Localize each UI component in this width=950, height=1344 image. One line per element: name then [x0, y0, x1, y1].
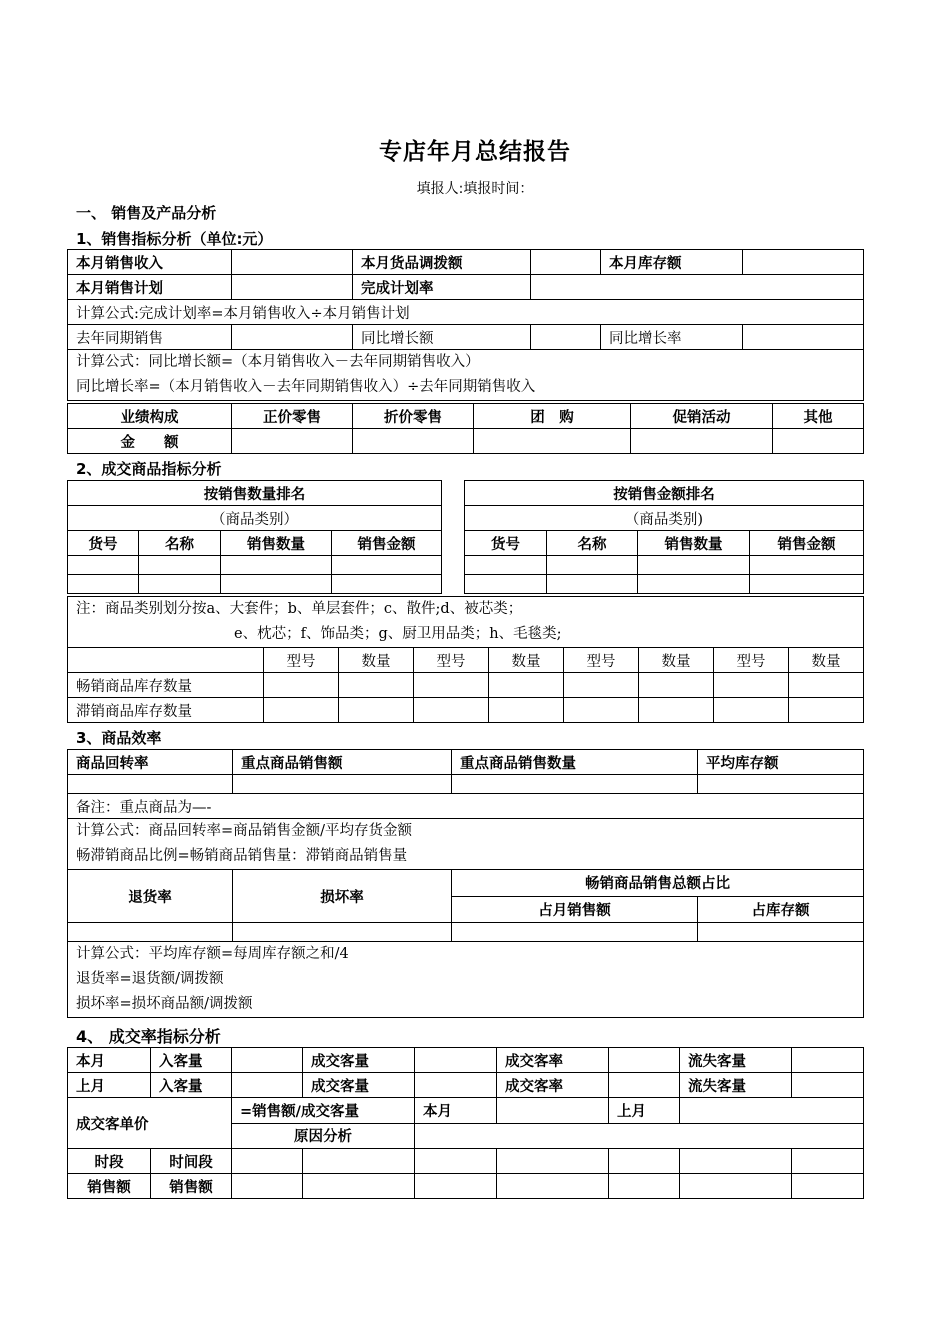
cell-completion-value[interactable] — [531, 275, 864, 300]
cell-stock-value[interactable] — [743, 250, 864, 275]
stock-cell[interactable] — [339, 673, 414, 698]
stock-cell[interactable] — [264, 698, 339, 723]
cell-growth-amount-value[interactable] — [531, 325, 601, 350]
rank-cell[interactable] — [332, 556, 442, 575]
turnover-formula-line2: 畅滞销商品比例=畅销商品销售量：滞销商品销售量 — [76, 848, 408, 864]
cell-growth-amount-label: 同比增长额 — [353, 325, 531, 350]
lost-count-label: 流失客量 — [680, 1048, 792, 1073]
conv-cell[interactable] — [497, 1098, 609, 1124]
formula-growth-rate: 同比增长率=（本月销售收入－去年同期销售收入）÷去年同期销售收入 — [76, 379, 536, 395]
deal-count-label: 成交客量 — [303, 1073, 415, 1098]
col-name: 名称 — [547, 531, 638, 556]
cell-growth-rate-label: 同比增长率 — [601, 325, 743, 350]
rank-cell[interactable] — [68, 556, 139, 575]
inflow-label: 入客量 — [151, 1048, 232, 1073]
perf-amount-cell[interactable] — [232, 429, 353, 454]
stock-cell[interactable] — [339, 698, 414, 723]
rank-cell[interactable] — [547, 575, 638, 594]
efficiency-cell[interactable] — [233, 923, 452, 942]
stock-cell[interactable] — [414, 673, 489, 698]
cell-growth-rate-value[interactable] — [743, 325, 864, 350]
sales-cell[interactable] — [609, 1174, 680, 1199]
deal-count-label: 成交客量 — [303, 1048, 415, 1073]
category-note-line2: e、枕芯；f、饰品类；g、厨卫用品类；h、毛毯类; — [234, 626, 562, 642]
ranking-table — [67, 480, 864, 594]
col-name: 名称 — [139, 531, 221, 556]
return-rate-label: 退货率 — [68, 870, 233, 923]
conv-cell[interactable] — [680, 1098, 864, 1124]
col-model: 型号 — [414, 648, 489, 673]
bestseller-stock-label: 畅销商品库存数量 — [68, 673, 264, 698]
col-qty: 销售数量 — [221, 531, 332, 556]
lost-count-label: 流失客量 — [680, 1073, 792, 1098]
col-turnover: 商品回转率 — [68, 750, 233, 775]
stock-cell[interactable] — [264, 673, 339, 698]
period-cell[interactable] — [497, 1149, 609, 1174]
perf-header-full-price: 正价零售 — [232, 404, 353, 429]
perf-amount-cell[interactable] — [631, 429, 773, 454]
conv-cell[interactable] — [415, 1073, 497, 1098]
rank-cell[interactable] — [139, 556, 221, 575]
stock-cell[interactable] — [714, 673, 789, 698]
reason-analysis-value[interactable] — [415, 1123, 864, 1149]
stock-cell[interactable] — [489, 673, 564, 698]
cell-plan-label: 本月销售计划 — [68, 275, 232, 300]
conversion-table — [67, 1047, 864, 1199]
page-title: 专店年月总结报告 — [379, 139, 571, 165]
share-title: 畅销商品销售总额占比 — [452, 870, 864, 897]
section3-heading: 3、商品效率 — [76, 729, 162, 747]
conv-cell[interactable] — [232, 1048, 303, 1073]
cell-completion-label: 完成计划率 — [353, 275, 531, 300]
col-sku: 货号 — [465, 531, 547, 556]
efficiency-cell[interactable] — [68, 775, 233, 794]
cell-lastyear-label: 去年同期销售 — [68, 325, 232, 350]
col-quantity: 数量 — [339, 648, 414, 673]
perf-header-group: 团 购 — [474, 404, 631, 429]
conv-cell[interactable] — [415, 1048, 497, 1073]
efficiency-cell[interactable] — [452, 923, 698, 942]
inflow-label: 入客量 — [151, 1073, 232, 1098]
sales-metrics-heading: 1、销售指标分析（单位:元） — [76, 230, 273, 248]
stock-cell[interactable] — [789, 673, 864, 698]
efficiency-cell[interactable] — [698, 775, 864, 794]
efficiency-cell[interactable] — [233, 775, 452, 794]
col-model: 型号 — [564, 648, 639, 673]
unit-last-month-label: 上月 — [609, 1098, 680, 1124]
sales-cell[interactable] — [680, 1174, 792, 1199]
share-of-sales: 占月销售额 — [452, 896, 698, 923]
sales-sub-label: 销售额 — [151, 1174, 232, 1199]
sales-cell[interactable] — [303, 1174, 415, 1199]
rank-cell[interactable] — [465, 556, 547, 575]
key-products-remark: 备注：重点商品为—- — [68, 794, 864, 819]
perf-amount-label: 金 额 — [68, 429, 232, 454]
cell-transfer-label: 本月货品调拨额 — [353, 250, 531, 275]
conv-cell[interactable] — [792, 1048, 864, 1073]
col-avg-stock: 平均库存额 — [698, 750, 864, 775]
sales-cell[interactable] — [792, 1174, 864, 1199]
stock-cell[interactable] — [714, 698, 789, 723]
col-quantity: 数量 — [789, 648, 864, 673]
rank-cell[interactable] — [465, 575, 547, 594]
col-qty: 销售数量 — [638, 531, 750, 556]
rank-cell[interactable] — [750, 556, 864, 575]
col-model: 型号 — [264, 648, 339, 673]
rank-cell[interactable] — [221, 575, 332, 594]
deal-rate-label: 成交客率 — [497, 1073, 609, 1098]
reporter-line: 填报人:填报时间： — [416, 181, 534, 197]
efficiency-cell[interactable] — [68, 923, 233, 942]
efficiency-cell[interactable] — [452, 775, 698, 794]
rank-by-qty-title: 按销售数量排名 — [68, 481, 442, 506]
section2-heading: 2、成交商品指标分析 — [76, 460, 222, 478]
efficiency-cell[interactable] — [698, 923, 864, 942]
formula-growth-amount: 计算公式：同比增长额=（本月销售收入－去年同期销售收入） — [76, 354, 480, 370]
col-quantity: 数量 — [489, 648, 564, 673]
rank-cell[interactable] — [638, 556, 750, 575]
efficiency-table — [67, 749, 864, 1018]
cell-transfer-value[interactable] — [531, 250, 601, 275]
col-amount: 销售金额 — [750, 531, 864, 556]
sales-cell[interactable] — [497, 1174, 609, 1199]
period-cell[interactable] — [609, 1149, 680, 1174]
turnover-formula — [68, 819, 864, 870]
col-key-qty: 重点商品销售数量 — [452, 750, 698, 775]
period-sub-label: 时间段 — [151, 1149, 232, 1174]
period-label: 时段 — [68, 1149, 151, 1174]
sales-metrics-table — [67, 249, 864, 401]
rank-cell[interactable] — [221, 556, 332, 575]
stock-cell[interactable] — [489, 698, 564, 723]
section4-heading: 4、 成交率指标分析 — [76, 1027, 221, 1046]
period-cell[interactable] — [303, 1149, 415, 1174]
slowseller-stock-label: 滞销商品库存数量 — [68, 698, 264, 723]
perf-header-other: 其他 — [773, 404, 864, 429]
rank-cell[interactable] — [68, 575, 139, 594]
rank-divider — [442, 481, 465, 594]
rank-by-qty-category: （商品类别） — [68, 506, 442, 531]
rank-cell[interactable] — [750, 575, 864, 594]
perf-header-promo: 促销活动 — [631, 404, 773, 429]
perf-amount-cell[interactable] — [773, 429, 864, 454]
stock-blank-header — [68, 648, 264, 673]
period-cell[interactable] — [792, 1149, 864, 1174]
col-model: 型号 — [714, 648, 789, 673]
perf-amount-cell[interactable] — [353, 429, 474, 454]
period-cell[interactable] — [680, 1149, 792, 1174]
col-quantity: 数量 — [639, 648, 714, 673]
rank-by-amount-title: 按销售金额排名 — [465, 481, 864, 506]
stock-cell[interactable] — [789, 698, 864, 723]
category-note — [68, 597, 864, 648]
cell-month-sales-label: 本月销售收入 — [68, 250, 232, 275]
formula-growth — [68, 350, 864, 401]
stock-formula-line3: 损坏率=损坏商品额/调拨额 — [76, 996, 253, 1012]
sales-cell[interactable] — [232, 1174, 303, 1199]
deal-rate-label: 成交客率 — [497, 1048, 609, 1073]
sales-label: 销售额 — [68, 1174, 151, 1199]
stock-formula — [68, 942, 864, 1018]
turnover-formula-line1: 计算公式：商品回转率=商品销售金额/平均存货金额 — [76, 823, 413, 839]
damage-rate-label: 损坏率 — [233, 870, 452, 923]
period-cell[interactable] — [415, 1149, 497, 1174]
period-cell[interactable] — [232, 1149, 303, 1174]
stock-table — [67, 596, 864, 723]
rank-by-amount-category: （商品类别) — [465, 506, 864, 531]
section1-heading: 一、 销售及产品分析 — [76, 204, 217, 222]
rank-cell[interactable] — [139, 575, 221, 594]
rank-cell[interactable] — [332, 575, 442, 594]
cell-plan-value[interactable] — [232, 275, 353, 300]
performance-table — [67, 403, 864, 454]
unit-price-formula: =销售额/成交客量 — [232, 1098, 415, 1124]
unit-this-month-label: 本月 — [415, 1098, 497, 1124]
perf-header-composition: 业绩构成 — [68, 404, 232, 429]
col-amount: 销售金额 — [332, 531, 442, 556]
stock-cell[interactable] — [639, 698, 714, 723]
stock-cell[interactable] — [564, 698, 639, 723]
category-note-line1: 注：商品类别划分按a、大套件；b、单层套件；c、散件;d、被芯类； — [76, 601, 523, 617]
formula-completion: 计算公式:完成计划率=本月销售收入÷本月销售计划 — [68, 300, 864, 325]
stock-cell[interactable] — [564, 673, 639, 698]
stock-formula-line1: 计算公式：平均库存额=每周库存额之和/4 — [76, 946, 349, 962]
this-month-label: 本月 — [68, 1048, 151, 1073]
conv-cell[interactable] — [609, 1048, 680, 1073]
conv-cell[interactable] — [792, 1073, 864, 1098]
cell-stock-label: 本月库存额 — [601, 250, 743, 275]
col-key-sales: 重点商品销售额 — [233, 750, 452, 775]
perf-header-discount: 折价零售 — [353, 404, 474, 429]
last-month-label: 上月 — [68, 1073, 151, 1098]
conv-cell[interactable] — [609, 1073, 680, 1098]
cell-lastyear-value[interactable] — [232, 325, 353, 350]
cell-month-sales-value[interactable] — [232, 250, 353, 275]
perf-amount-cell[interactable] — [474, 429, 631, 454]
unit-price-label: 成交客单价 — [68, 1098, 232, 1149]
share-of-stock: 占库存额 — [698, 896, 864, 923]
rank-cell[interactable] — [638, 575, 750, 594]
conv-cell[interactable] — [232, 1073, 303, 1098]
stock-cell[interactable] — [414, 698, 489, 723]
rank-cell[interactable] — [547, 556, 638, 575]
reason-analysis-label: 原因分析 — [232, 1123, 415, 1149]
stock-formula-line2: 退货率=退货额/调拨额 — [76, 971, 224, 987]
stock-cell[interactable] — [639, 673, 714, 698]
col-sku: 货号 — [68, 531, 139, 556]
sales-cell[interactable] — [415, 1174, 497, 1199]
